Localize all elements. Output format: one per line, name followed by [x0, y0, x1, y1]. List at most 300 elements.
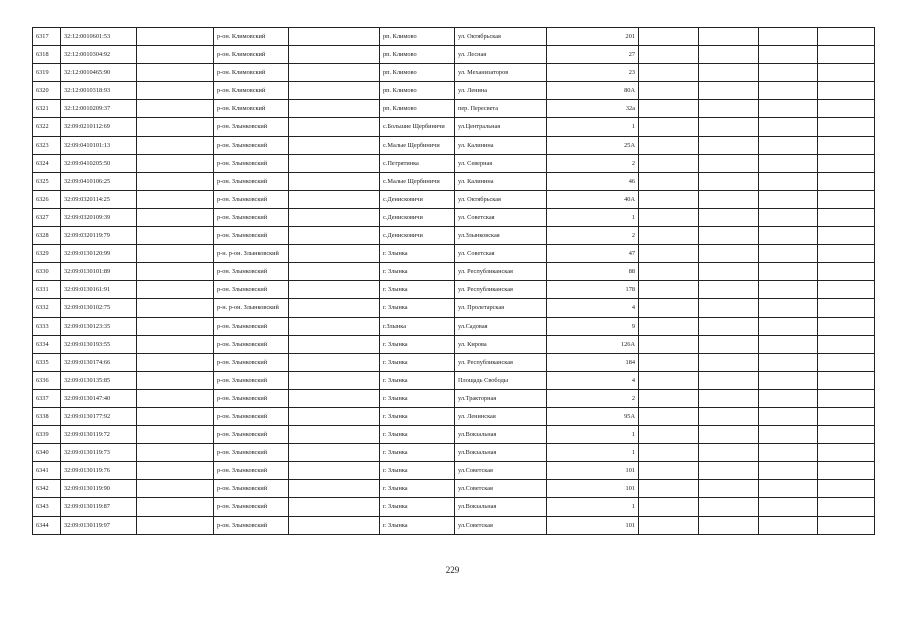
house-number: 2 [547, 154, 639, 172]
table-row [33, 227, 875, 245]
blank-cell [699, 154, 759, 172]
cadastral-number: 32:09:0130102:75 [61, 299, 137, 317]
blank-cell [289, 281, 380, 299]
street: ул.Вокзальная [455, 426, 547, 444]
blank-cell [639, 118, 699, 136]
blank-cell [137, 64, 214, 82]
blank-cell [137, 136, 214, 154]
locality: с.Малые Щербиничи [380, 172, 455, 190]
blank-cell [699, 100, 759, 118]
blank-cell [289, 46, 380, 64]
row-number: 6336 [33, 371, 61, 389]
blank-cell [289, 245, 380, 263]
street: ул.Тракторная [455, 389, 547, 407]
blank-cell [289, 64, 380, 82]
blank-cell [759, 462, 818, 480]
blank-cell [289, 371, 380, 389]
locality: с.Петрятинка [380, 154, 455, 172]
blank-cell [137, 154, 214, 172]
blank-cell [759, 389, 818, 407]
locality: рп. Климово [380, 46, 455, 64]
street: ул. Октябрьская [455, 28, 547, 46]
street: ул. Кирова [455, 335, 547, 353]
registry-table-body [33, 28, 875, 535]
row-number: 6325 [33, 172, 61, 190]
row-number: 6337 [33, 389, 61, 407]
blank-cell [699, 407, 759, 425]
street: ул. Калинина [455, 136, 547, 154]
blank-cell [639, 462, 699, 480]
house-number: 23 [547, 64, 639, 82]
blank-cell [699, 498, 759, 516]
street: ул. Республиканская [455, 281, 547, 299]
street: ул.Советская [455, 516, 547, 534]
blank-cell [137, 407, 214, 425]
blank-cell [818, 64, 875, 82]
table-row [33, 317, 875, 335]
locality: с.Большие Щербиничи [380, 118, 455, 136]
blank-cell [137, 444, 214, 462]
blank-cell [759, 516, 818, 534]
locality: с.Денисковичи [380, 208, 455, 226]
district: р-он. Злынковский [214, 444, 289, 462]
street: ул. Северная [455, 154, 547, 172]
blank-cell [699, 281, 759, 299]
district: р-он. Климовский [214, 28, 289, 46]
blank-cell [137, 245, 214, 263]
blank-cell [699, 462, 759, 480]
row-number: 6323 [33, 136, 61, 154]
district: р-он. Злынковский [214, 154, 289, 172]
street: ул.Вокзальная [455, 444, 547, 462]
cadastral-number: 32:09:0130101:89 [61, 263, 137, 281]
blank-cell [289, 407, 380, 425]
blank-cell [818, 28, 875, 46]
blank-cell [818, 190, 875, 208]
blank-cell [137, 353, 214, 371]
blank-cell [699, 389, 759, 407]
row-number: 6342 [33, 480, 61, 498]
blank-cell [137, 100, 214, 118]
blank-cell [818, 208, 875, 226]
table-row [33, 154, 875, 172]
table-row [33, 498, 875, 516]
blank-cell [818, 136, 875, 154]
house-number: 27 [547, 46, 639, 64]
row-number: 6344 [33, 516, 61, 534]
blank-cell [639, 227, 699, 245]
blank-cell [639, 516, 699, 534]
district: р-он. Злынковский [214, 136, 289, 154]
blank-cell [818, 281, 875, 299]
blank-cell [289, 498, 380, 516]
blank-cell [759, 353, 818, 371]
blank-cell [699, 371, 759, 389]
blank-cell [289, 444, 380, 462]
table-row [33, 299, 875, 317]
district: р-он. Злынковский [214, 371, 289, 389]
blank-cell [289, 190, 380, 208]
cadastral-number: 32:09:0130135:85 [61, 371, 137, 389]
table-row [33, 136, 875, 154]
street: ул.Советская [455, 480, 547, 498]
cadastral-number: 32:09:0210112:69 [61, 118, 137, 136]
street: ул.Садовая [455, 317, 547, 335]
row-number: 6333 [33, 317, 61, 335]
blank-cell [699, 317, 759, 335]
street: ул. Ленинская [455, 407, 547, 425]
district: р-он. Злынковский [214, 480, 289, 498]
blank-cell [289, 426, 380, 444]
blank-cell [818, 353, 875, 371]
blank-cell [818, 154, 875, 172]
blank-cell [289, 317, 380, 335]
row-number: 6322 [33, 118, 61, 136]
locality: г. Злынка [380, 480, 455, 498]
blank-cell [137, 426, 214, 444]
cadastral-number: 32:12:0010304:92 [61, 46, 137, 64]
row-number: 6321 [33, 100, 61, 118]
blank-cell [289, 462, 380, 480]
cadastral-number: 32:12:0010318:93 [61, 82, 137, 100]
blank-cell [639, 100, 699, 118]
street: ул.Центральная [455, 118, 547, 136]
blank-cell [699, 516, 759, 534]
blank-cell [639, 335, 699, 353]
blank-cell [699, 28, 759, 46]
table-row [33, 516, 875, 534]
blank-cell [818, 46, 875, 64]
blank-cell [289, 227, 380, 245]
row-number: 6343 [33, 498, 61, 516]
house-number: 46 [547, 172, 639, 190]
blank-cell [759, 172, 818, 190]
table-row [33, 100, 875, 118]
blank-cell [818, 317, 875, 335]
house-number: 1 [547, 118, 639, 136]
blank-cell [137, 516, 214, 534]
blank-cell [639, 82, 699, 100]
cadastral-number: 32:09:0410205:50 [61, 154, 137, 172]
blank-cell [818, 335, 875, 353]
row-number: 6340 [33, 444, 61, 462]
blank-cell [699, 118, 759, 136]
blank-cell [759, 46, 818, 64]
house-number: 4 [547, 371, 639, 389]
blank-cell [759, 498, 818, 516]
district: р-он. Злынковский [214, 118, 289, 136]
blank-cell [759, 426, 818, 444]
district: р-он. Климовский [214, 46, 289, 64]
locality: г. Злынка [380, 299, 455, 317]
blank-cell [137, 118, 214, 136]
blank-cell [639, 299, 699, 317]
blank-cell [759, 208, 818, 226]
district: р-он. Злынковский [214, 208, 289, 226]
locality: г. Злынка [380, 407, 455, 425]
cadastral-number: 32:09:0320114:25 [61, 190, 137, 208]
blank-cell [137, 190, 214, 208]
blank-cell [639, 208, 699, 226]
row-number: 6339 [33, 426, 61, 444]
blank-cell [137, 208, 214, 226]
blank-cell [759, 64, 818, 82]
table-row [33, 28, 875, 46]
blank-cell [137, 172, 214, 190]
cadastral-number: 32:09:0130119:87 [61, 498, 137, 516]
district: р-он. Злынковский [214, 190, 289, 208]
blank-cell [137, 227, 214, 245]
table-row [33, 462, 875, 480]
street: ул. Лесная [455, 46, 547, 64]
district: р-он. Злынковский [214, 335, 289, 353]
blank-cell [759, 118, 818, 136]
row-number: 6326 [33, 190, 61, 208]
blank-cell [818, 263, 875, 281]
street: ул. Октябрьская [455, 190, 547, 208]
row-number: 6317 [33, 28, 61, 46]
blank-cell [818, 516, 875, 534]
cadastral-number: 32:09:0130193:55 [61, 335, 137, 353]
row-number: 6319 [33, 64, 61, 82]
blank-cell [137, 498, 214, 516]
blank-cell [639, 317, 699, 335]
blank-cell [639, 190, 699, 208]
table-row [33, 208, 875, 226]
blank-cell [639, 480, 699, 498]
locality: г. Злынка [380, 353, 455, 371]
row-number: 6330 [33, 263, 61, 281]
district: р-он. Злынковский [214, 516, 289, 534]
cadastral-number: 32:09:0320109:39 [61, 208, 137, 226]
blank-cell [137, 299, 214, 317]
blank-cell [759, 28, 818, 46]
blank-cell [759, 299, 818, 317]
blank-cell [639, 136, 699, 154]
district: р-он. Злынковский [214, 353, 289, 371]
blank-cell [699, 46, 759, 64]
district: р-он. Климовский [214, 100, 289, 118]
district: р-он. Климовский [214, 64, 289, 82]
blank-cell [759, 245, 818, 263]
blank-cell [759, 136, 818, 154]
blank-cell [137, 480, 214, 498]
cadastral-number: 32:12:0010209:37 [61, 100, 137, 118]
street: ул. Советская [455, 208, 547, 226]
blank-cell [699, 426, 759, 444]
blank-cell [699, 299, 759, 317]
blank-cell [137, 389, 214, 407]
house-number: 40А [547, 190, 639, 208]
house-number: 101 [547, 516, 639, 534]
blank-cell [818, 227, 875, 245]
locality: г. Злынка [380, 516, 455, 534]
blank-cell [137, 335, 214, 353]
house-number: 1 [547, 498, 639, 516]
house-number: 178 [547, 281, 639, 299]
table-row [33, 245, 875, 263]
locality: рп. Климово [380, 28, 455, 46]
blank-cell [699, 480, 759, 498]
locality: г. Злынка [380, 498, 455, 516]
blank-cell [759, 407, 818, 425]
district: р-н. р-он. Злынковский [214, 299, 289, 317]
blank-cell [818, 444, 875, 462]
table-row [33, 172, 875, 190]
cadastral-number: 32:09:0130119:97 [61, 516, 137, 534]
blank-cell [818, 118, 875, 136]
row-number: 6329 [33, 245, 61, 263]
row-number: 6328 [33, 227, 61, 245]
blank-cell [137, 28, 214, 46]
row-number: 6341 [33, 462, 61, 480]
blank-cell [818, 371, 875, 389]
blank-cell [289, 100, 380, 118]
blank-cell [699, 353, 759, 371]
row-number: 6334 [33, 335, 61, 353]
blank-cell [818, 389, 875, 407]
blank-cell [699, 208, 759, 226]
blank-cell [137, 371, 214, 389]
blank-cell [759, 281, 818, 299]
district: р-он. Злынковский [214, 389, 289, 407]
house-number: 201 [547, 28, 639, 46]
table-row [33, 82, 875, 100]
blank-cell [289, 28, 380, 46]
blank-cell [699, 444, 759, 462]
blank-cell [639, 263, 699, 281]
street: пер. Пересвета [455, 100, 547, 118]
row-number: 6338 [33, 407, 61, 425]
street: ул. Республиканская [455, 353, 547, 371]
locality: рп. Климово [380, 64, 455, 82]
street: ул.Советская [455, 462, 547, 480]
blank-cell [639, 46, 699, 64]
table-row [33, 263, 875, 281]
table-row [33, 190, 875, 208]
district: р-он. Злынковский [214, 462, 289, 480]
street: ул.Вокзальная [455, 498, 547, 516]
blank-cell [699, 245, 759, 263]
blank-cell [818, 480, 875, 498]
street: ул.Злынковская [455, 227, 547, 245]
table-row [33, 426, 875, 444]
cadastral-number: 32:09:0410101:13 [61, 136, 137, 154]
blank-cell [639, 172, 699, 190]
registry-table [32, 27, 875, 535]
locality: с.Денисковичи [380, 190, 455, 208]
house-number: 101 [547, 480, 639, 498]
row-number: 6327 [33, 208, 61, 226]
blank-cell [639, 426, 699, 444]
blank-cell [289, 208, 380, 226]
locality: г. Злынка [380, 335, 455, 353]
blank-cell [759, 480, 818, 498]
cadastral-number: 32:09:0130119:72 [61, 426, 137, 444]
blank-cell [639, 444, 699, 462]
district: р-он. Злынковский [214, 281, 289, 299]
blank-cell [759, 100, 818, 118]
blank-cell [137, 46, 214, 64]
blank-cell [699, 64, 759, 82]
street: ул. Ленина [455, 82, 547, 100]
cadastral-number: 32:09:0130174:66 [61, 353, 137, 371]
house-number: 2 [547, 389, 639, 407]
blank-cell [818, 426, 875, 444]
house-number: 1 [547, 426, 639, 444]
blank-cell [137, 263, 214, 281]
blank-cell [818, 407, 875, 425]
blank-cell [289, 480, 380, 498]
locality: г. Злынка [380, 245, 455, 263]
street: ул. Механизаторов [455, 64, 547, 82]
district: р-он. Злынковский [214, 407, 289, 425]
cadastral-number: 32:09:0130177:92 [61, 407, 137, 425]
house-number: 1 [547, 208, 639, 226]
district: р-он. Климовский [214, 82, 289, 100]
locality: г. Злынка [380, 426, 455, 444]
table-row [33, 444, 875, 462]
blank-cell [818, 299, 875, 317]
row-number: 6324 [33, 154, 61, 172]
blank-cell [639, 281, 699, 299]
blank-cell [137, 317, 214, 335]
blank-cell [699, 82, 759, 100]
row-number: 6320 [33, 82, 61, 100]
blank-cell [639, 154, 699, 172]
house-number: 80А [547, 82, 639, 100]
cadastral-number: 32:09:0130161:91 [61, 281, 137, 299]
cadastral-number: 32:09:0130119:90 [61, 480, 137, 498]
blank-cell [699, 172, 759, 190]
street: ул. Пролетарская [455, 299, 547, 317]
house-number: 1 [547, 444, 639, 462]
blank-cell [699, 136, 759, 154]
blank-cell [639, 64, 699, 82]
cadastral-number: 32:09:0320119:79 [61, 227, 137, 245]
locality: г. Злынка [380, 281, 455, 299]
table-row [33, 46, 875, 64]
table-row [33, 118, 875, 136]
district: р-он. Злынковский [214, 317, 289, 335]
locality: г. Злынка [380, 263, 455, 281]
blank-cell [759, 371, 818, 389]
blank-cell [699, 190, 759, 208]
blank-cell [818, 245, 875, 263]
house-number: 88 [547, 263, 639, 281]
house-number: 126А [547, 335, 639, 353]
table-row [33, 480, 875, 498]
street: ул. Советская [455, 245, 547, 263]
table-row [33, 389, 875, 407]
blank-cell [639, 371, 699, 389]
table-row [33, 335, 875, 353]
district: р-он. Злынковский [214, 498, 289, 516]
blank-cell [289, 82, 380, 100]
row-number: 6331 [33, 281, 61, 299]
locality: г. Злынка [380, 389, 455, 407]
table-row [33, 371, 875, 389]
blank-cell [759, 317, 818, 335]
blank-cell [289, 263, 380, 281]
blank-cell [289, 353, 380, 371]
locality: рп. Климово [380, 100, 455, 118]
house-number: 184 [547, 353, 639, 371]
blank-cell [137, 462, 214, 480]
blank-cell [818, 462, 875, 480]
blank-cell [639, 389, 699, 407]
blank-cell [639, 28, 699, 46]
